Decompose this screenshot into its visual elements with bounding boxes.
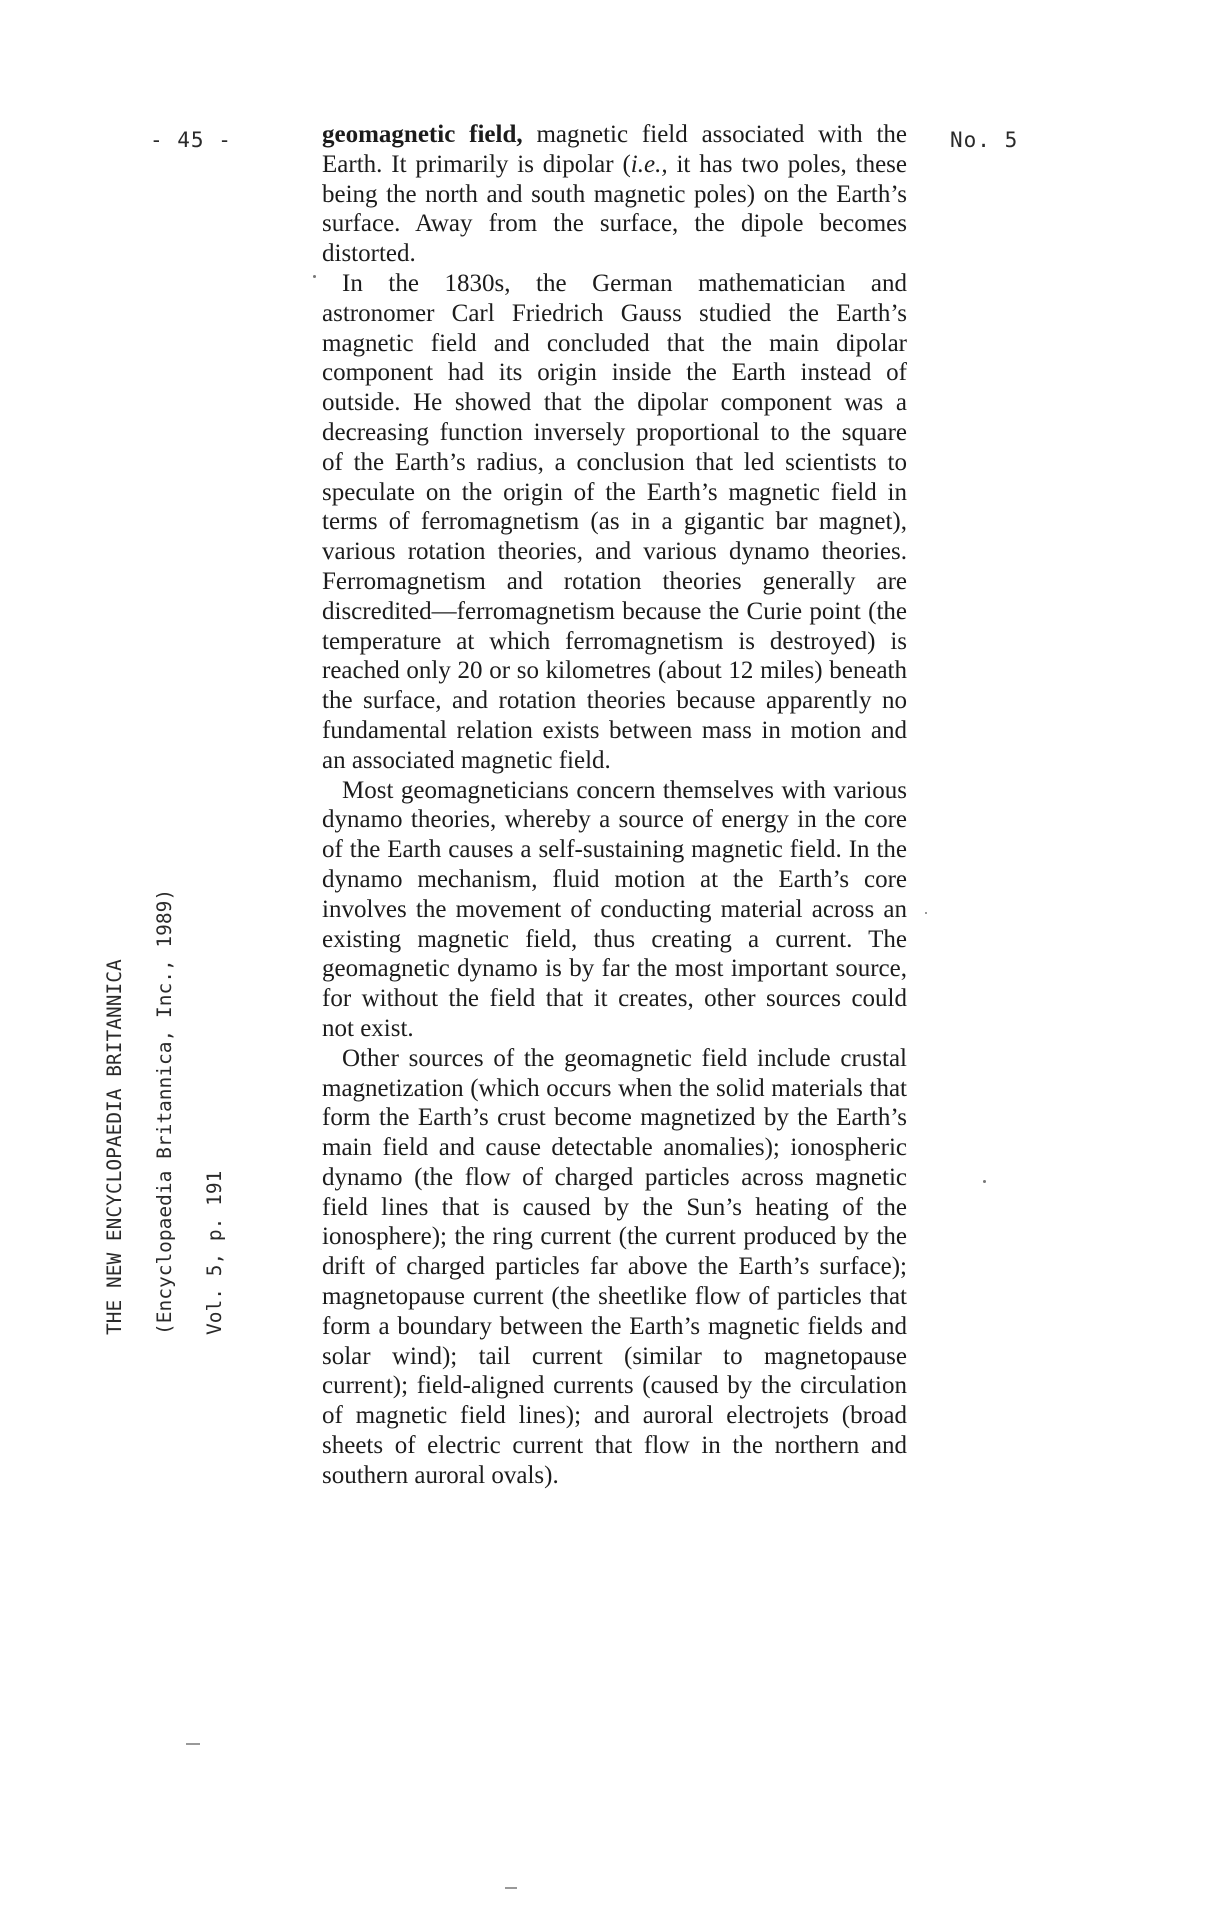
scan-speck (925, 912, 927, 914)
article-body (322, 120, 907, 1491)
intro-abbreviation: i.e., (630, 150, 668, 178)
citation-publisher: (Encyclopaedia Britannica, Inc., 1989) (153, 888, 176, 1335)
intro-text-rest: it has two poles, these being the north and south magnetic poles) on the Earth’s surface. Away from the surface, the dipole becomes distorted. (322, 150, 907, 268)
page-number: - 45 - (150, 128, 232, 152)
article-intro-paragraph (322, 120, 907, 269)
intro-text: magnetic field associated with the Earth. It primarily is dipolar ( (322, 121, 907, 178)
citation-volume-page: Vol. 5, p. 191 (203, 1170, 226, 1335)
scan-speck (983, 1180, 986, 1183)
scan-mark (186, 1743, 200, 1745)
paragraph-other-sources: Other sources of the geomagnetic field include crustal magnetization (which occurs when the solid materials that form the Earth’s crust become magnetized by the Earth’s main field and cause detectable anomalies); ionospheric dynamo (the flow of charged particles across magnetic field lines that is caused by the Sun’s heating of the ionosphere); the ring current (the current produced by the drift of charged particles far above the Earth’s surface); magnetopause current (the sheetlike flow of particles that form a boundary between the Earth’s magnetic fields and solar wind); tail current (similar to magnetopause current); field-aligned currents (caused by the circulation of magnetic field lines); and auroral electrojets (broad sheets of electric current that flow in the northern and southern auroral ovals). (322, 1044, 907, 1489)
scan-mark (505, 1887, 517, 1889)
source-citation (90, 735, 240, 1335)
article-headword: geomagnetic field, (322, 121, 523, 148)
paragraph-dynamo: Most geomagneticians concern themselves with various dynamo theories, whereby a source of energy in the core of the Earth causes a self-sustaining magnetic field. In the dynamo mechanism, fluid motion at the Earth’s core involves the movement of conducting material across an existing magnetic field, thus creating a current. The geomagnetic dynamo is by far the most important source, for without the field that it creates, other sources could not exist. (322, 776, 907, 1042)
paragraph-gauss: In the 1830s, the German mathematician and astronomer Carl Friedrich Gauss studied the Earth’s magnetic field and concluded that the main dipolar component had its origin inside the Earth instead of outside. He showed that the dipolar component was a decreasing function inversely proportional to the square of the Earth’s radius, a conclusion that led scientists to speculate on the origin of the Earth’s magnetic field in terms of ferromagnetism (as in a gigantic bar magnet), various rotation theories, and various dynamo theories. Ferromagnetism and rotation theories generally are discredited—ferromagnetism because the Curie point (the temperature at which ferromagnetism is destroyed) is reached only 20 or so kilometres (about 12 miles) beneath the surface, and rotation theories because apparently no fundamental relation exists between mass in motion and an associated magnetic field. (322, 269, 907, 774)
scan-speck (313, 275, 316, 278)
document-number: No. 5 (950, 128, 1019, 152)
citation-title: THE NEW ENCYCLOPAEDIA BRITANNICA (103, 959, 126, 1335)
